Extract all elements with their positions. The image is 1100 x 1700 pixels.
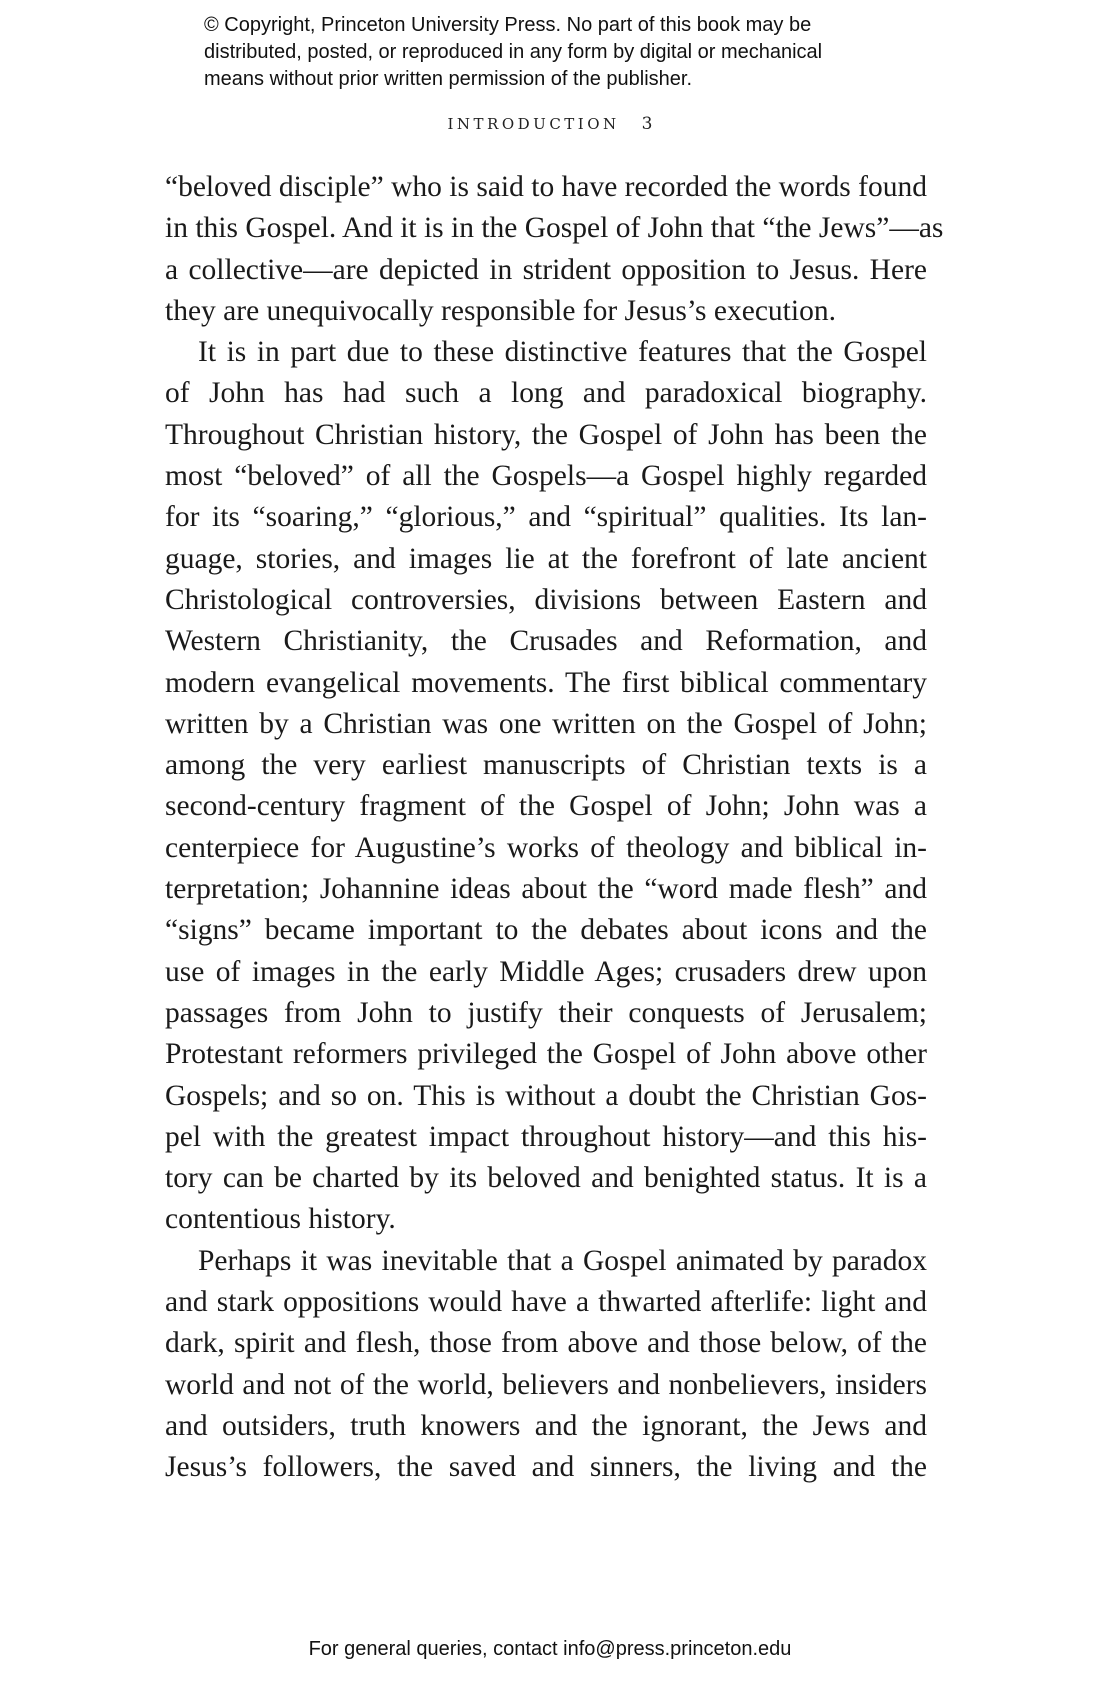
running-head: [0, 114, 1100, 134]
text-line: modern evangelical movements. The first biblical commentary: [165, 666, 927, 699]
text-line: written by a Christian was one written on the Gospel of John;: [165, 707, 927, 740]
text-line: Gospels; and so on. This is without a doubt the Christian Gos-: [165, 1079, 927, 1112]
copyright-line: © Copyright, Princeton University Press. No part of this book may be: [204, 14, 812, 36]
text-line: use of images in the early Middle Ages; crusaders drew upon: [165, 955, 927, 988]
text-line: It is in part due to these distinctive features that the Gospel: [198, 336, 927, 369]
text-line: and stark oppositions would have a thwarted afterlife: light and: [165, 1286, 927, 1319]
text-line: and outsiders, truth knowers and the ignorant, the Jews and: [165, 1409, 927, 1442]
text-line: terpretation; Johannine ideas about the “word made flesh” and: [165, 873, 927, 906]
page-number: 3: [641, 114, 653, 134]
copyright-line: distributed, posted, or reproduced in any form by digital or mechanical: [204, 41, 823, 63]
paragraph: [165, 167, 944, 332]
text-line: Christological controversies, divisions between Eastern and: [165, 583, 927, 616]
text-line: they are unequivocally responsible for Jesus’s execution.: [165, 294, 836, 327]
copyright-notice: [204, 12, 924, 93]
text-line: Jesus’s followers, the saved and sinners, the living and the: [165, 1451, 927, 1484]
text-line: Western Christianity, the Crusades and Reformation, and: [165, 625, 927, 658]
text-line: contentious history.: [165, 1203, 396, 1236]
text-line: world and not of the world, believers and nonbelievers, insiders: [165, 1368, 927, 1401]
text-line: second-century fragment of the Gospel of John; John was a: [165, 790, 927, 823]
text-line: a collective—are depicted in strident opposition to Jesus. Here: [165, 253, 927, 286]
text-line: guage, stories, and images lie at the forefront of late ancient: [165, 542, 927, 575]
running-head-section: INTRODUCTION: [447, 115, 620, 133]
text-line: “signs” became important to the debates about icons and the: [165, 914, 927, 947]
text-line: “beloved disciple” who is said to have recorded the words found: [165, 171, 927, 203]
paragraph: [165, 332, 927, 1241]
body-text: [165, 167, 944, 1489]
text-line: passages from John to justify their conquests of Jerusalem;: [165, 996, 927, 1029]
text-line: among the very earliest manuscripts of Christian texts is a: [165, 749, 927, 782]
text-line: Perhaps it was inevitable that a Gospel animated by paradox: [198, 1244, 927, 1277]
text-line: tory can be charted by its beloved and benighted status. It is a: [165, 1162, 927, 1195]
footer-contact: For general queries, contact info@press.princeton.edu: [308, 1638, 792, 1660]
text-line: for its “soaring,” “glorious,” and “spiritual” qualities. Its lan-: [165, 501, 927, 534]
text-line: pel with the greatest impact throughout history—and this his-: [165, 1120, 927, 1153]
text-line: centerpiece for Augustine’s works of theology and biblical in-: [165, 831, 927, 864]
paragraph: [165, 1241, 927, 1489]
text-line: in this Gospel. And it is in the Gospel of John that “the Jews”—as: [165, 212, 944, 245]
text-line: dark, spirit and flesh, those from above and those below, of the: [165, 1327, 927, 1360]
copyright-line: means without prior written permission of the publisher.: [204, 68, 693, 90]
text-line: of John has had such a long and paradoxical biography.: [165, 377, 927, 410]
text-line: most “beloved” of all the Gospels—a Gospel highly regarded: [165, 460, 927, 493]
text-line: Protestant reformers privileged the Gospel of John above other: [165, 1038, 927, 1071]
text-line: Throughout Christian history, the Gospel of John has been the: [165, 418, 927, 451]
